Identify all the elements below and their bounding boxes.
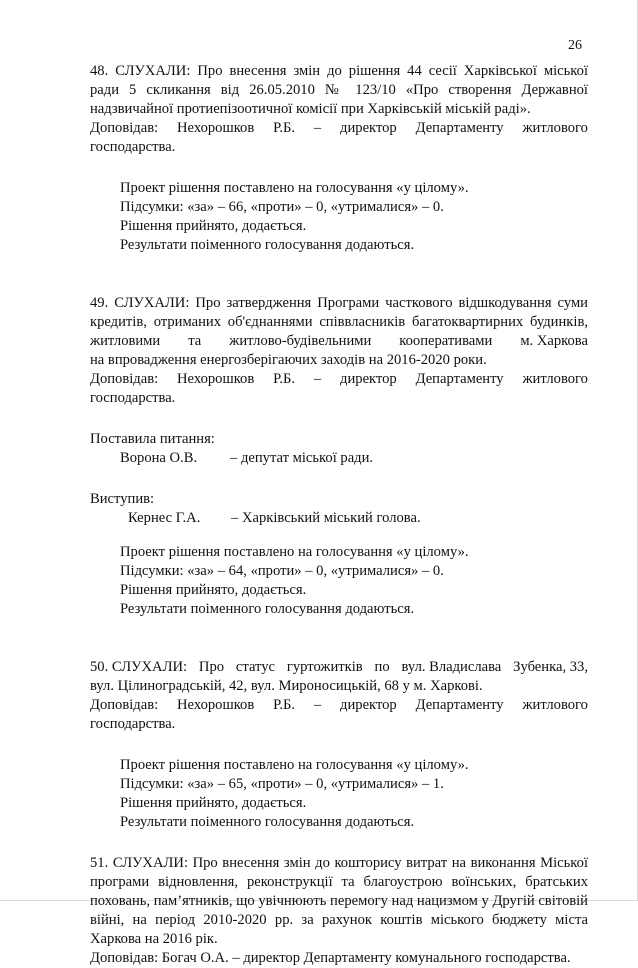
reporter-name: Нехорошков (177, 120, 255, 136)
page-content (90, 62, 588, 968)
item-48-reporter (90, 119, 588, 138)
item-50-heading-line-2: вул. Цілиноградській, 42, вул. Мироносицькій, 68 у м. Харкові. (90, 678, 483, 694)
page-number: 26 (568, 38, 582, 53)
item-50-decision: Рішення прийнято, додається. (120, 795, 307, 811)
person-role: – Харківський міський голова. (231, 510, 421, 526)
reporter-label: Доповідав: (90, 371, 159, 387)
reporter-role-word-1: директор (340, 371, 397, 387)
item-51-heading-line-1: 51. СЛУХАЛИ: Про внесення змін до кошторису витрат на виконання Міської (90, 855, 588, 871)
reporter-initials: Р.Б. (273, 697, 296, 713)
reporter-role-word-2: Департаменту (415, 371, 504, 387)
item-49-roll-call: Результати поіменного голосування додаються. (120, 601, 415, 617)
item-51-heading-line-3: поховань, пам’ятників, що увічнюють перемогу над нацизмом у Другій світовій (90, 893, 588, 909)
reporter-role-word-3: житлового (522, 120, 588, 136)
item-51-heading-line-4: війні, на період 2010-2020 рр. за рахунок коштів міського бюджету міста (90, 912, 588, 928)
item-49-heading-line-1: 49. СЛУХАЛИ: Про затвердження Програми часткового відшкодування суми (90, 295, 588, 311)
reporter-name: Нехорошков (177, 371, 255, 387)
reporter-role-word-3: житлового (522, 371, 588, 387)
item-51-heading-line-2: програми відновлення, реконструкції та благоустрою воїнських, братських (90, 874, 588, 890)
item-49-heading-line-3 (90, 332, 588, 351)
item-50-reporter-line-2: господарства. (90, 716, 176, 732)
reporter-role-word-3: житлового (522, 697, 588, 713)
item-49-question-label: Поставила питання: (90, 431, 215, 447)
reporter-role-word-2: Департаменту (415, 120, 504, 136)
item-50-heading-line-1 (90, 658, 588, 677)
heading-word: та (188, 333, 202, 349)
reporter-role-word-1: директор (340, 120, 397, 136)
item-49-reporter-line-2: господарства. (90, 390, 176, 406)
reporter-initials: Р.Б. (273, 371, 296, 387)
heading-word: Зубенка, 33, (513, 659, 588, 675)
item-50-roll-call: Результати поіменного голосування додаються. (120, 814, 415, 830)
person-name: Кернес Г.А. (128, 510, 201, 526)
agenda-item-48 (90, 62, 588, 255)
heading-word: вул. Владислава (401, 659, 502, 675)
item-51-heading-line-5: Харкова на 2016 рік. (90, 931, 218, 947)
item-48-heading-line-1: 48. СЛУХАЛИ: Про внесення змін до рішення 44 сесії Харківської міської (90, 63, 588, 79)
heading-word: гуртожитків (286, 659, 363, 675)
item-48-decision: Рішення прийнято, додається. (120, 218, 307, 234)
reporter-label: Доповідав: (90, 697, 159, 713)
item-49-decision: Рішення прийнято, додається. (120, 582, 307, 598)
item-48-heading-line-2: ради 5 скликання від 26.05.2010 № 123/10 «Про створення Державної (90, 82, 588, 98)
item-48-vote-text: Проект рішення поставлено на голосування «у цілому». (120, 180, 469, 196)
agenda-item-51 (90, 854, 588, 968)
item-50-reporter (90, 696, 588, 715)
item-49-heading-line-4: на впровадження енергозберігаючих заходів на 2016-2020 роки. (90, 352, 487, 368)
item-49-vote-text: Проект рішення поставлено на голосування «у цілому». (120, 544, 469, 560)
item-48-vote-results: Підсумки: «за» – 66, «проти» – 0, «утрималися» – 0. (120, 199, 444, 215)
heading-word: по (374, 659, 390, 675)
item-48-reporter-line-2: господарства. (90, 139, 176, 155)
reporter-initials: Р.Б. (273, 120, 296, 136)
item-49-reporter (90, 370, 588, 389)
item-50-vote-results: Підсумки: «за» – 65, «проти» – 0, «утрималися» – 1. (120, 776, 444, 792)
person-role: – депутат міської ради. (230, 450, 374, 466)
heading-word: Про (198, 659, 225, 675)
heading-word: статус (235, 659, 276, 675)
reporter-dash: – (313, 697, 322, 713)
item-49-heading-line-2: кредитів, отриманих об'єднаннями співвласників багатоквартирних будинків, (90, 314, 588, 330)
item-49-speaker-label: Виступив: (90, 491, 155, 507)
item-49-question-person (90, 449, 588, 468)
item-51-reporter: Доповідав: Богач О.А. – директор Департаменту комунального господарства. (90, 950, 571, 966)
agenda-item-50 (90, 658, 588, 832)
heading-word: 50. СЛУХАЛИ: (90, 659, 188, 675)
item-49-speaker-person (90, 509, 588, 528)
heading-word: кооперативами (399, 333, 493, 349)
reporter-role-word-2: Департаменту (415, 697, 504, 713)
reporter-role-word-1: директор (340, 697, 397, 713)
item-50-vote-text: Проект рішення поставлено на голосування «у цілому». (120, 757, 469, 773)
person-name: Ворона О.В. (120, 450, 198, 466)
item-49-vote-results: Підсумки: «за» – 64, «проти» – 0, «утрималися» – 0. (120, 563, 444, 579)
reporter-dash: – (313, 371, 322, 387)
reporter-name: Нехорошков (177, 697, 255, 713)
reporter-dash: – (313, 120, 322, 136)
heading-word: житловими (90, 333, 161, 349)
heading-word: житлово-будівельними (229, 333, 372, 349)
item-48-roll-call: Результати поіменного голосування додаються. (120, 237, 415, 253)
reporter-label: Доповідав: (90, 120, 159, 136)
heading-word: м. Харкова (520, 333, 588, 349)
item-48-heading-line-3: надзвичайної протиепізоотичної комісії при Харківській міській раді». (90, 101, 531, 117)
agenda-item-49 (90, 294, 588, 619)
